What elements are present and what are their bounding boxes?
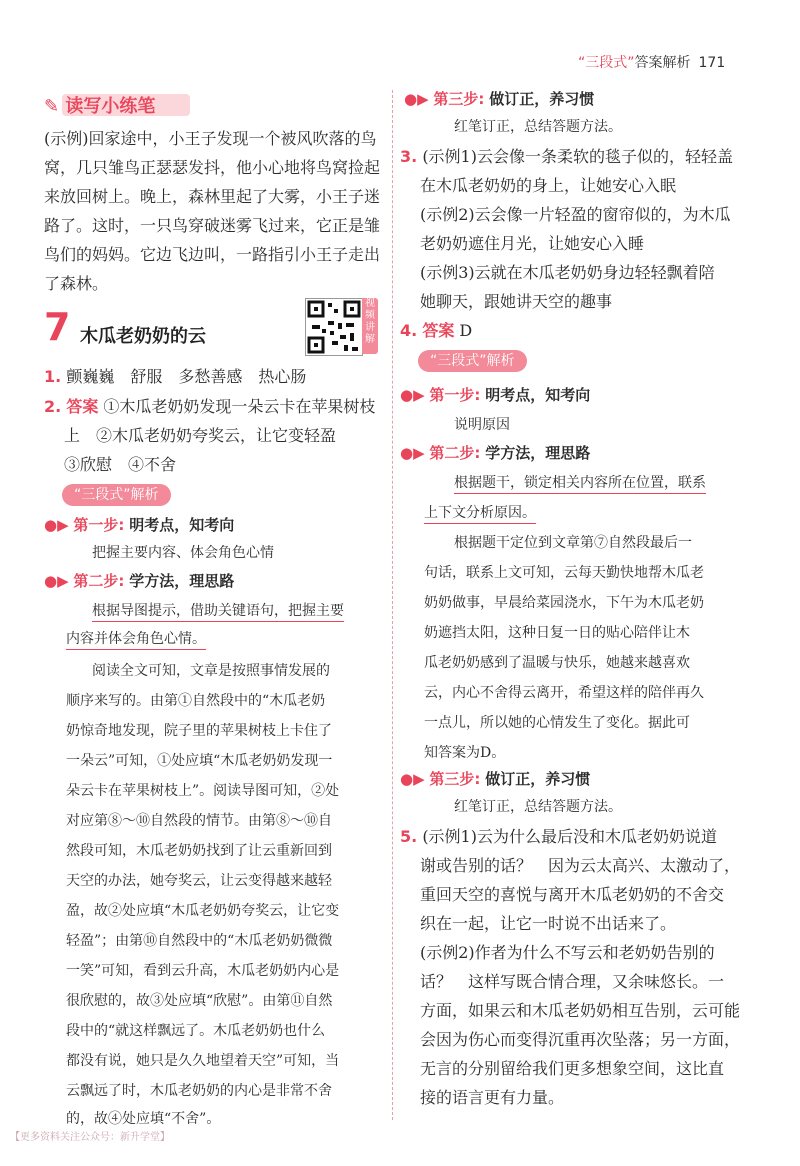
- answer-line: 会因为伤心而变得沉重再次坠落；另一方面，: [420, 1030, 741, 1049]
- arrow-icon: ●▶: [44, 516, 69, 534]
- step-label: 第一步:: [73, 516, 125, 534]
- method-line: [424, 502, 536, 524]
- answer-label: 答案: [66, 397, 99, 416]
- analysis-line: 瓜老奶奶感到了温暖与快乐，她越来越喜欢: [424, 655, 690, 671]
- answer-line: 接的语言更有力量。: [420, 1088, 565, 1107]
- header-title: 答案解析: [634, 55, 691, 71]
- answer-line: 谢或告别的话？ 因为云太高兴、太激动了，: [420, 856, 741, 875]
- step-note: 把握主要内容、体会角色心情: [92, 545, 274, 561]
- answer-line: 上 ②木瓜老奶奶夸奖云，让它变轻盈: [64, 426, 337, 445]
- pencil-icon: ✎: [44, 96, 60, 117]
- footer-note: 【更多资料关注公众号：新升学堂】: [10, 1132, 170, 1143]
- analysis-line: 天空的办法，她夸奖云，让云变得越来越轻: [66, 873, 332, 889]
- analysis-line: 顺序来写的。由第①自然段中的“木瓜老奶: [66, 693, 326, 709]
- step-label: 第一步:: [429, 386, 481, 404]
- example-line: 来放回树上。晚上，森林里起了大雾，小王子迷: [44, 187, 381, 206]
- step-label: 第三步:: [429, 770, 481, 788]
- analysis-line: 朵云卡在苹果树枝上”。阅读导图可知，②处: [66, 783, 340, 799]
- question-1-text: 颤巍巍 舒服 多愁善感 热心肠: [66, 367, 307, 386]
- question-1: [44, 366, 306, 388]
- underlined-text: 上下文分析原因。: [424, 505, 536, 524]
- analysis-line: 奶遮挡太阳，这种日复一日的贴心陪伴让木: [424, 625, 690, 641]
- readwrite-heading: [44, 92, 155, 118]
- answer-line: 话？ 这样写既合情合理，又余味悠长。一: [420, 972, 725, 991]
- answer-line: ①木瓜老奶奶发现一朵云卡在苹果树枝: [103, 397, 376, 416]
- analysis-line: 云，内心不舍得云离开，希望这样的陪伴再久: [424, 685, 704, 701]
- step-note: 红笔订正，总结答题方法。: [454, 119, 622, 135]
- analysis-line: 都没有说，她只是久久地望着天空”可知，当: [66, 1053, 340, 1069]
- question-number: 2.: [44, 397, 62, 416]
- analysis-line: 段中的“就这样飘远了。木瓜老奶奶也什么: [66, 1023, 326, 1039]
- step-1: [44, 514, 234, 536]
- analysis-line: 的，故④处应填“不舍”。: [66, 1111, 221, 1127]
- question-number: 5.: [400, 827, 418, 846]
- analysis-line: 盈，故②处应填“木瓜老奶奶夸奖云，让它变: [66, 903, 340, 919]
- example-line: 窝，几只雏鸟正瑟瑟发抖，他小心地将鸟窝捡起: [44, 158, 381, 177]
- example-line: (示例)回家途中，小王子发现一个被风吹落的鸟: [44, 129, 377, 148]
- step-1: [400, 384, 590, 406]
- step-2: [400, 442, 590, 464]
- page-number: 171: [698, 55, 726, 71]
- step-text: 明考点，知考向: [129, 516, 235, 534]
- question-number: 4.: [400, 321, 418, 340]
- analysis-line: 然段可知，木瓜老奶奶找到了让云重新回到: [66, 843, 332, 859]
- qr-side-label: 视频讲解: [362, 298, 378, 354]
- step-2: [44, 570, 234, 592]
- question-number: 3.: [400, 147, 418, 166]
- method-line: [92, 600, 344, 622]
- answer-line: ③欣慰 ④不舍: [64, 455, 177, 474]
- underlined-text: 根据导图提示，借助关键语句，把握主要: [92, 603, 344, 622]
- analysis-line: 一点儿，所以她的心情发生了变化。据此可: [424, 715, 690, 731]
- qr-code[interactable]: [305, 298, 363, 356]
- answer-line: (示例2)作者为什么不写云和老奶奶告别的: [420, 943, 715, 962]
- step-text: 明考点，知考向: [485, 386, 591, 404]
- arrow-icon: ●▶: [400, 386, 425, 404]
- step-label: 第三步:: [433, 90, 485, 108]
- example-line: 路了。这时，一只鸟穿破迷雾飞过来，它正是雏: [44, 216, 381, 235]
- analysis-line: 知答案为D。: [424, 745, 506, 761]
- question-number: 1.: [44, 367, 62, 386]
- step-label: 第二步:: [73, 572, 125, 590]
- step-3-top: [404, 88, 594, 110]
- arrow-icon: ●▶: [44, 572, 69, 590]
- step-note: 红笔订正，总结答题方法。: [454, 799, 622, 815]
- step-3: [400, 768, 590, 790]
- step-note: 说明原因: [454, 417, 510, 433]
- answer-line: 她聊天，跟她讲天空的趣事: [420, 292, 613, 311]
- analysis-line: 根据题干定位到文章第⑦自然段最后一: [454, 535, 692, 551]
- analysis-line: 云飘远了时，木瓜老奶奶的内心是非常不舍: [66, 1083, 332, 1099]
- analysis-line: 一朵云”可知，①处应填“木瓜老奶奶发现一: [66, 753, 333, 769]
- method-line: [454, 472, 706, 494]
- method-line: [66, 628, 206, 650]
- answer-line: 在木瓜老奶奶的身上，让她安心入眠: [420, 176, 677, 195]
- answer-line: 无言的分别留给我们更多想象空间，这比直: [420, 1059, 725, 1078]
- analysis-line: 轻盈”；由第⑩自然段中的“木瓜老奶奶微微: [66, 933, 333, 949]
- example-line: 了森林。: [44, 274, 109, 293]
- answer-line: 重回天空的喜悦与离开木瓜老奶奶的不舍交: [420, 885, 725, 904]
- analysis-line: 很欣慰的，故③处应填“欣慰”。由第⑪自然: [66, 993, 333, 1009]
- chapter-number: 7: [44, 305, 71, 349]
- answer-line: (示例1)云为什么最后没和木瓜老奶奶说道: [422, 827, 717, 846]
- chapter-title: 木瓜老奶奶的云: [80, 326, 206, 347]
- analysis-line: 对应第⑧～⑩自然段的情节。由第⑧～⑩自: [66, 813, 332, 829]
- step-label: 第二步:: [429, 444, 481, 462]
- answer-line: (示例3)云就在木瓜老奶奶身边轻轻飘着陪: [420, 263, 715, 282]
- answer-line: (示例2)云会像一片轻盈的窗帘似的，为木瓜: [420, 205, 731, 224]
- page-header: [578, 52, 725, 72]
- header-tag: “三段式”: [578, 55, 635, 71]
- step-text: 学方法，理思路: [129, 572, 235, 590]
- step-text: 学方法，理思路: [485, 444, 591, 462]
- underlined-text: 根据题干，锁定相关内容所在位置，联系: [454, 475, 706, 494]
- answer-line: 老奶奶遮住月光，让她安心入睡: [420, 234, 645, 253]
- arrow-icon: ●▶: [404, 90, 429, 108]
- question-5: [400, 826, 717, 848]
- step-text: 做订正，养习惯: [489, 90, 595, 108]
- arrow-icon: ●▶: [400, 444, 425, 462]
- arrow-icon: ●▶: [400, 770, 425, 788]
- answer-line: 织在一起，让它一时说不出话来了。: [420, 914, 677, 933]
- three-step-badge: “三段式”解析: [62, 484, 171, 506]
- step-text: 做订正，养习惯: [485, 770, 591, 788]
- answer-label: 答案: [422, 321, 455, 340]
- analysis-line: 一笑”可知，看到云升高，木瓜老奶奶内心是: [66, 963, 340, 979]
- readwrite-title: 读写小练笔: [65, 96, 156, 117]
- question-2: [44, 396, 375, 418]
- question-4: [400, 320, 472, 342]
- analysis-line: 阅读全文可知，文章是按照事情发展的: [92, 663, 330, 679]
- example-line: 鸟们的妈妈。它边飞边叫，一路指引小王子走出: [44, 245, 381, 264]
- column-divider: [392, 90, 393, 1120]
- three-step-badge: “三段式”解析: [418, 350, 527, 372]
- answer-value: D: [459, 321, 473, 340]
- question-3: [400, 146, 733, 168]
- underlined-text: 内容并体会角色心情。: [66, 631, 206, 650]
- analysis-line: 句话，联系上文可知，云每天勤快地帮木瓜老: [424, 565, 704, 581]
- answer-line: 方面，如果云和木瓜老奶奶相互告别，云可能: [420, 1001, 741, 1020]
- analysis-line: 奶奶做事，早晨给菜园浇水，下午为木瓜老奶: [424, 595, 704, 611]
- answer-line: (示例1)云会像一条柔软的毯子似的，轻轻盖: [422, 147, 733, 166]
- analysis-line: 奶惊奇地发现，院子里的苹果树枝上卡住了: [66, 723, 332, 739]
